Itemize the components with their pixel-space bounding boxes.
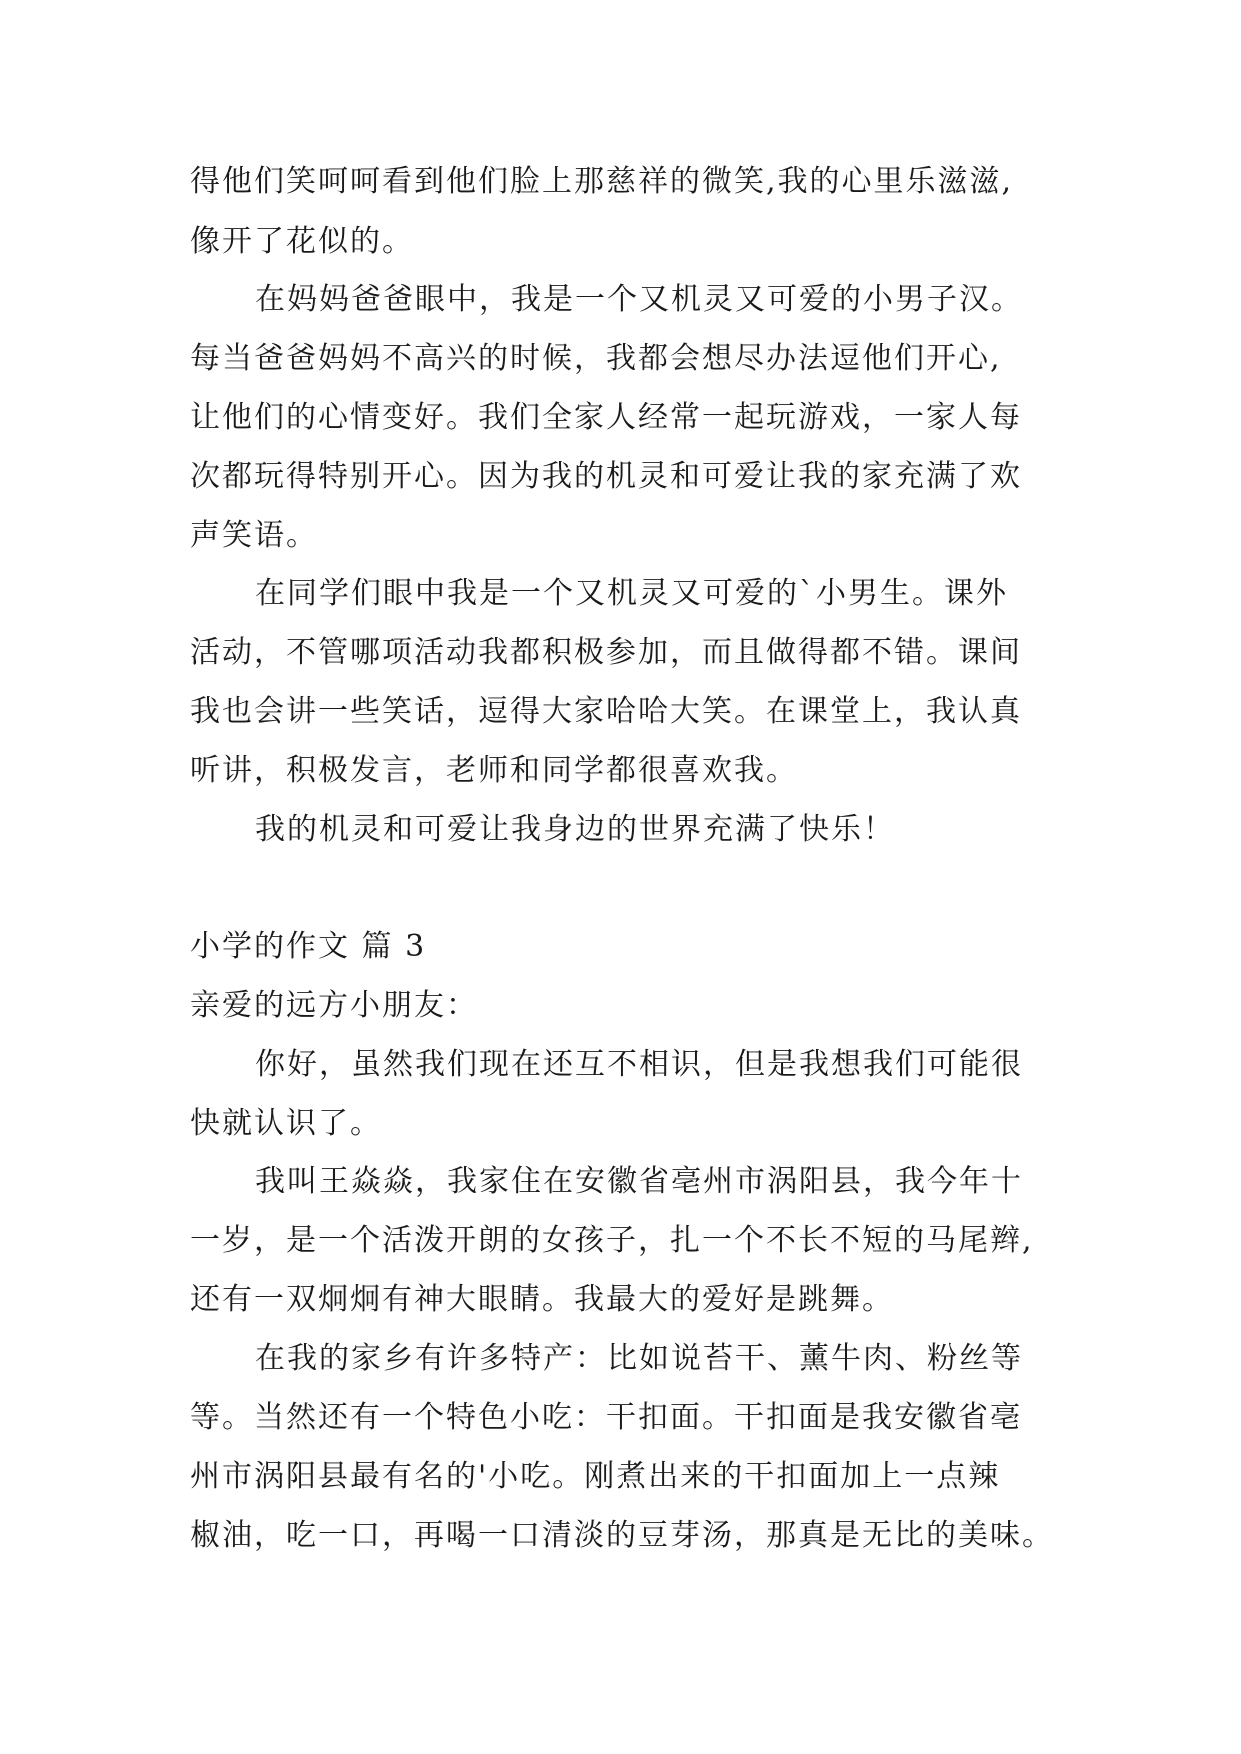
paragraph-start-line: 我叫王焱焱，我家住在安徽省亳州市涡阳县，我今年十 [255,1164,1023,1199]
paragraph-start-line: 我的机灵和可爱让我身边的世界充满了快乐！ [255,812,895,847]
paragraph-start-line: 在妈妈爸爸眼中，我是一个又机灵又可爱的小男子汉。 [255,282,1023,317]
paragraph-start-line: 在我的家乡有许多特产：比如说苔干、薰牛肉、粉丝等 [255,1341,1023,1376]
text-line: 让他们的心情变好。我们全家人经常一起玩游戏，一家人每 [190,400,1022,435]
salutation-line: 亲爱的远方小朋友： [190,988,478,1023]
text-line: 每当爸爸妈妈不高兴的时候，我都会想尽办法逗他们开心, [190,341,1002,376]
text-line: 活动，不管哪项活动我都积极参加，而且做得都不错。课间 [190,635,1022,670]
text-line: 我也会讲一些笑话，逗得大家哈哈大笑。在课堂上，我认真 [190,694,1022,729]
text-line: 次都玩得特别开心。因为我的机灵和可爱让我的家充满了欢 [190,459,1022,494]
text-line: 等。当然还有一个特色小吃：干扣面。干扣面是我安徽省亳 [190,1400,1022,1435]
paragraph-start-line: 你好，虽然我们现在还互不相识，但是我想我们可能很 [255,1047,1023,1082]
text-line: 听讲，积极发言，老师和同学都很喜欢我。 [190,753,798,788]
text-line: 一岁，是一个活泼开朗的女孩子，扎一个不长不短的马尾辫, [190,1223,1034,1258]
text-line: 声笑语。 [190,518,318,553]
section-heading: 小学的作文 篇 3 [190,929,427,964]
text-line: 还有一双炯炯有神大眼睛。我最大的爱好是跳舞。 [190,1282,894,1317]
paragraph-start-line: 在同学们眼中我是一个又机灵又可爱的`小男生。课外 [255,576,1008,611]
text-line: 椒油，吃一口，再喝一口清淡的豆芽汤，那真是无比的美味。 [190,1518,1054,1553]
text-line: 快就认识了。 [190,1106,382,1141]
text-line: 得他们笑呵呵看到他们脸上那慈祥的微笑,我的心里乐滋滋, [190,164,1014,199]
text-line: 像开了花似的。 [190,224,414,259]
text-line: 州市涡阳县最有名的'小吃。刚煮出来的干扣面加上一点辣 [190,1459,1001,1494]
